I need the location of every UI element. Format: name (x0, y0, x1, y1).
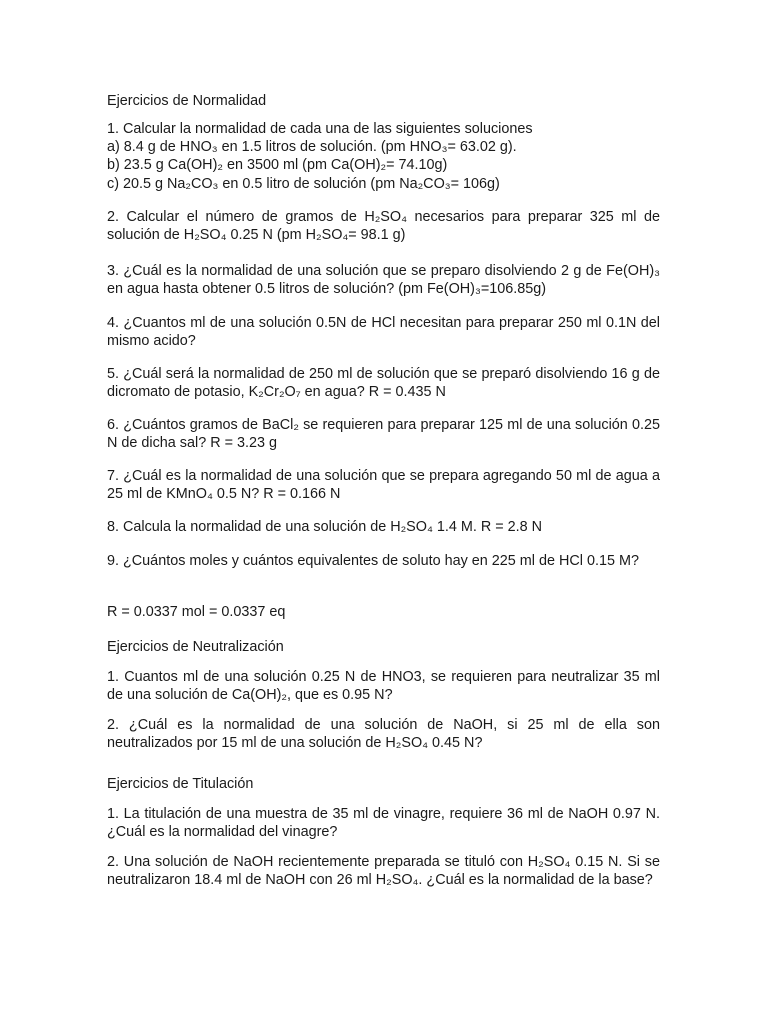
exercise-8: 8. Calcula la normalidad de una solución de H₂SO₄ 1.4 M. R = 2.8 N (107, 519, 543, 535)
exercise-9: 9. ¿Cuántos moles y cuántos equivalentes de soluto hay en 225 ml de HCl 0.15 M? (107, 553, 639, 569)
titulacion-exercise-2: 2. Una solución de NaOH recientemente preparada se tituló con H₂SO₄ 0.15 N. Si se neutralizaron 18.4 ml de NaOH con 26 ml H₂SO₄. ¿Cuál es la normalidad de la base? (107, 854, 660, 889)
exercise-7: 7. ¿Cuál es la normalidad de una solución que se prepara agregando 50 ml de agua a 25 ml de KMnO₄ 0.5 N? R = 0.166 N (107, 468, 660, 503)
neutralizacion-exercise-2: 2. ¿Cuál es la normalidad de una solución de NaOH, si 25 ml de ella son neutralizados por 15 ml de una solución de H₂SO₄ 0.45 N? (107, 717, 660, 752)
exercise-1 (107, 120, 660, 193)
exercise-2: 2. Calcular el número de gramos de H₂SO₄ necesarios para preparar 325 ml de solución de H₂SO₄ 0.25 N (pm H₂SO₄= 98.1 g) (107, 209, 660, 244)
exercise-6: 6. ¿Cuántos gramos de BaCl₂ se requieren para preparar 125 ml de una solución 0.25 N de dicha sal? R = 3.23 g (107, 417, 660, 452)
exercise-4: 4. ¿Cuantos ml de una solución 0.5N de HCl necesitan para preparar 250 ml 0.1N del mismo acido? (107, 315, 660, 350)
section-title-neutralizacion: Ejercicios de Neutralización (107, 639, 284, 655)
titulacion-exercise-1: 1. La titulación de una muestra de 35 ml de vinagre, requiere 36 ml de NaOH 0.97 N. ¿Cuál es la normalidad del vinagre? (107, 806, 660, 841)
section-title-titulacion: Ejercicios de Titulación (107, 776, 254, 792)
exercise-1c: c) 20.5 g Na₂CO₃ en 0.5 litro de solución (pm Na₂CO₃= 106g) (107, 175, 500, 192)
section-title-normalidad: Ejercicios de Normalidad (107, 93, 267, 109)
exercise-1a: a) 8.4 g de HNO₃ en 1.5 litros de solución. (pm HNO₃= 63.02 g). (107, 139, 517, 156)
exercise-9-answer: R = 0.0337 mol = 0.0337 eq (107, 604, 286, 620)
neutralizacion-exercise-1: 1. Cuantos ml de una solución 0.25 N de HNO3, se requieren para neutralizar 35 ml de una solución de Ca(OH)₂, que es 0.95 N? (107, 669, 660, 704)
exercise-3: 3. ¿Cuál es la normalidad de una solución que se preparo disolviendo 2 g de Fe(OH)₃ en agua hasta obtener 0.5 litros de solución? (pm Fe(OH)₃=106.85g) (107, 263, 660, 298)
exercise-1-statement: 1. Calcular la normalidad de cada una de las siguientes soluciones (107, 121, 533, 137)
exercise-1b: b) 23.5 g Ca(OH)₂ en 3500 ml (pm Ca(OH)₂= 74.10g) (107, 157, 448, 174)
exercise-5: 5. ¿Cuál será la normalidad de 250 ml de solución que se preparó disolviendo 16 g de dicromato de potasio, K₂Cr₂O₇ en agua? R = 0.435 N (107, 366, 660, 401)
